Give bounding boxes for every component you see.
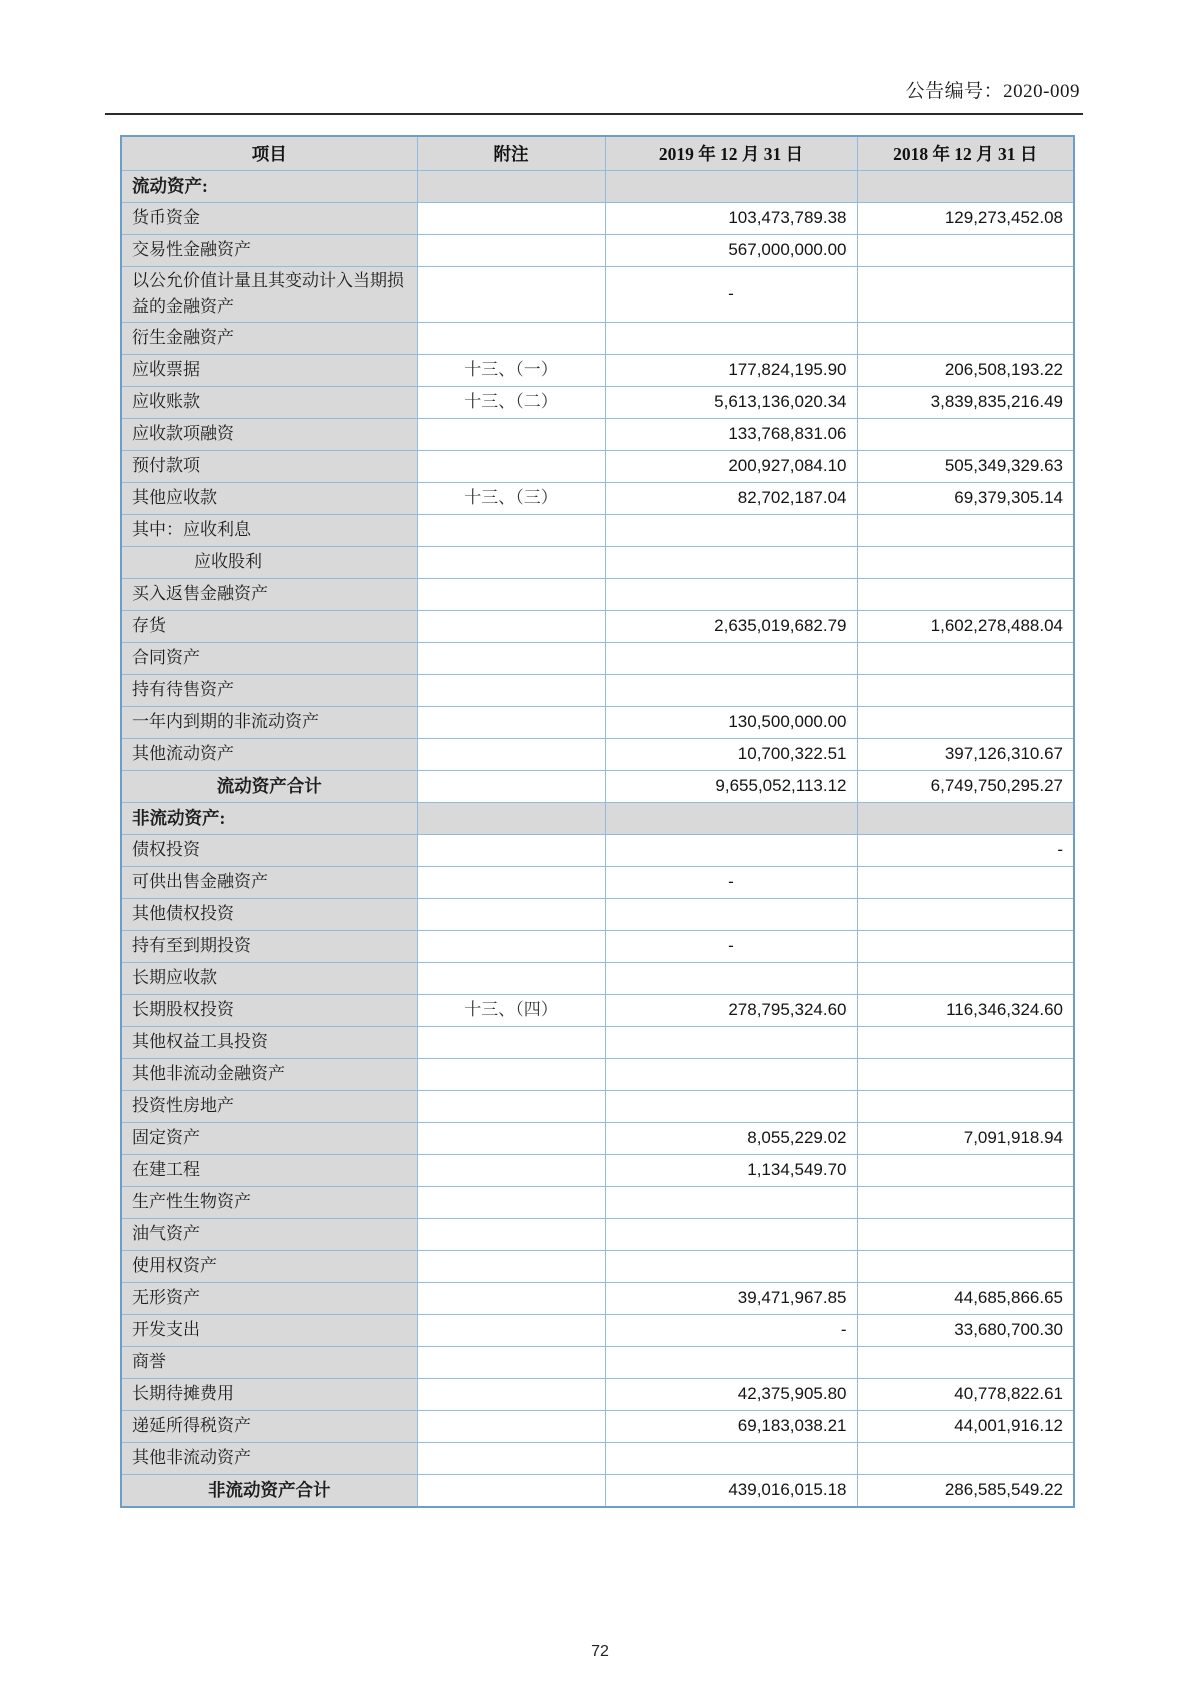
row-value-2019: 278,795,324.60	[605, 994, 857, 1026]
row-value-2018	[857, 1186, 1074, 1218]
row-note	[417, 322, 605, 354]
row-label: 非流动资产合计	[121, 1474, 417, 1507]
header-divider	[105, 113, 1083, 115]
table-row	[121, 171, 1074, 203]
row-value-2019: -	[605, 1314, 857, 1346]
announcement-number: 公告编号：2020-009	[905, 81, 1080, 102]
row-label: 流动资产合计	[121, 770, 417, 802]
row-note	[417, 802, 605, 834]
row-value-2019: 177,824,195.90	[605, 354, 857, 386]
table-row	[121, 514, 1074, 546]
row-label: 债权投资	[121, 834, 417, 866]
row-note: 十三、（三）	[417, 482, 605, 514]
row-value-2019	[605, 514, 857, 546]
row-value-2018	[857, 546, 1074, 578]
row-value-2019: -	[605, 930, 857, 962]
table-row	[121, 1346, 1074, 1378]
row-note	[417, 1026, 605, 1058]
row-label: 无形资产	[121, 1282, 417, 1314]
table-row	[121, 1154, 1074, 1186]
row-value-2018	[857, 1090, 1074, 1122]
row-label: 长期待摊费用	[121, 1378, 417, 1410]
table-row	[121, 1250, 1074, 1282]
row-value-2018	[857, 235, 1074, 267]
row-note	[417, 1250, 605, 1282]
row-value-2019	[605, 1250, 857, 1282]
row-value-2018	[857, 962, 1074, 994]
row-label: 合同资产	[121, 642, 417, 674]
row-label: 在建工程	[121, 1154, 417, 1186]
row-value-2018	[857, 514, 1074, 546]
row-value-2018	[857, 1218, 1074, 1250]
row-value-2018	[857, 802, 1074, 834]
row-value-2019: 439,016,015.18	[605, 1474, 857, 1507]
row-value-2018	[857, 674, 1074, 706]
row-note	[417, 738, 605, 770]
row-value-2019: 2,635,019,682.79	[605, 610, 857, 642]
row-label: 使用权资产	[121, 1250, 417, 1282]
row-value-2018	[857, 1442, 1074, 1474]
row-label: 其他非流动资产	[121, 1442, 417, 1474]
row-label: 一年内到期的非流动资产	[121, 706, 417, 738]
row-note	[417, 610, 605, 642]
row-value-2019: 69,183,038.21	[605, 1410, 857, 1442]
row-label: 长期应收款	[121, 962, 417, 994]
row-value-2019: 130,500,000.00	[605, 706, 857, 738]
table-header-row	[121, 136, 1074, 171]
table-row	[121, 203, 1074, 235]
table-row	[121, 1442, 1074, 1474]
row-label: 可供出售金融资产	[121, 866, 417, 898]
row-value-2018: 505,349,329.63	[857, 450, 1074, 482]
row-label: 长期股权投资	[121, 994, 417, 1026]
table-row	[121, 1186, 1074, 1218]
table-row	[121, 1474, 1074, 1507]
row-value-2019: 1,134,549.70	[605, 1154, 857, 1186]
row-value-2018: 286,585,549.22	[857, 1474, 1074, 1507]
row-value-2019	[605, 1026, 857, 1058]
row-label: 交易性金融资产	[121, 235, 417, 267]
row-label: 货币资金	[121, 203, 417, 235]
row-label: 流动资产:	[121, 171, 417, 203]
row-label: 投资性房地产	[121, 1090, 417, 1122]
table-row	[121, 1058, 1074, 1090]
row-value-2019	[605, 674, 857, 706]
row-label: 其他权益工具投资	[121, 1026, 417, 1058]
row-value-2019: 82,702,187.04	[605, 482, 857, 514]
table-row	[121, 354, 1074, 386]
row-note	[417, 1474, 605, 1507]
row-note	[417, 706, 605, 738]
row-value-2018: 44,001,916.12	[857, 1410, 1074, 1442]
row-value-2019	[605, 546, 857, 578]
row-label: 其他应收款	[121, 482, 417, 514]
table-row	[121, 802, 1074, 834]
row-note	[417, 962, 605, 994]
row-note: 十三、（四）	[417, 994, 605, 1026]
row-label: 应收票据	[121, 354, 417, 386]
row-note	[417, 674, 605, 706]
table-row	[121, 994, 1074, 1026]
row-value-2018	[857, 322, 1074, 354]
row-value-2019: 42,375,905.80	[605, 1378, 857, 1410]
row-label: 以公允价值计量且其变动计入当期损益的金融资产	[121, 267, 417, 323]
row-value-2018: 397,126,310.67	[857, 738, 1074, 770]
row-label: 其他流动资产	[121, 738, 417, 770]
table-row	[121, 898, 1074, 930]
table-row	[121, 642, 1074, 674]
table-body	[121, 171, 1074, 1507]
row-value-2019: 10,700,322.51	[605, 738, 857, 770]
row-value-2018: 3,839,835,216.49	[857, 386, 1074, 418]
row-label: 持有至到期投资	[121, 930, 417, 962]
row-value-2018: 6,749,750,295.27	[857, 770, 1074, 802]
row-note	[417, 1122, 605, 1154]
row-note	[417, 578, 605, 610]
row-value-2018	[857, 930, 1074, 962]
row-value-2019: -	[605, 267, 857, 323]
row-note	[417, 1090, 605, 1122]
row-label: 买入返售金融资产	[121, 578, 417, 610]
row-value-2018: 129,273,452.08	[857, 203, 1074, 235]
row-note	[417, 770, 605, 802]
row-label: 开发支出	[121, 1314, 417, 1346]
row-label: 应收股利	[121, 546, 417, 578]
row-value-2018	[857, 1346, 1074, 1378]
document-header	[0, 0, 1200, 115]
table-row	[121, 834, 1074, 866]
table-row	[121, 546, 1074, 578]
row-note	[417, 235, 605, 267]
table-row	[121, 1410, 1074, 1442]
table-row	[121, 1026, 1074, 1058]
row-note	[417, 898, 605, 930]
table-row	[121, 482, 1074, 514]
row-value-2018	[857, 1250, 1074, 1282]
row-value-2019: 133,768,831.06	[605, 418, 857, 450]
row-note	[417, 1186, 605, 1218]
row-note	[417, 267, 605, 323]
row-value-2018: 1,602,278,488.04	[857, 610, 1074, 642]
row-note: 十三、（一）	[417, 354, 605, 386]
table-row	[121, 930, 1074, 962]
row-note	[417, 1058, 605, 1090]
row-note	[417, 418, 605, 450]
table-row	[121, 962, 1074, 994]
row-value-2019: 39,471,967.85	[605, 1282, 857, 1314]
row-value-2019	[605, 578, 857, 610]
row-value-2018	[857, 418, 1074, 450]
row-note	[417, 546, 605, 578]
row-value-2019: 8,055,229.02	[605, 1122, 857, 1154]
row-value-2019	[605, 1346, 857, 1378]
row-value-2018	[857, 171, 1074, 203]
table-row	[121, 418, 1074, 450]
row-note	[417, 514, 605, 546]
row-label: 持有待售资产	[121, 674, 417, 706]
row-value-2019	[605, 1186, 857, 1218]
table-row	[121, 738, 1074, 770]
row-label: 商誉	[121, 1346, 417, 1378]
row-value-2018	[857, 706, 1074, 738]
row-value-2019	[605, 898, 857, 930]
table-row	[121, 1282, 1074, 1314]
row-value-2019: 200,927,084.10	[605, 450, 857, 482]
row-label: 非流动资产:	[121, 802, 417, 834]
row-note	[417, 1442, 605, 1474]
row-note	[417, 1410, 605, 1442]
row-value-2018: 44,685,866.65	[857, 1282, 1074, 1314]
column-header-note: 附注	[417, 136, 605, 171]
row-value-2019	[605, 642, 857, 674]
table-row	[121, 610, 1074, 642]
row-value-2018	[857, 578, 1074, 610]
row-label: 固定资产	[121, 1122, 417, 1154]
column-header-2019: 2019 年 12 月 31 日	[605, 136, 857, 171]
table-row	[121, 674, 1074, 706]
table-row	[121, 235, 1074, 267]
row-note	[417, 450, 605, 482]
row-note	[417, 866, 605, 898]
row-label: 递延所得税资产	[121, 1410, 417, 1442]
row-label: 应收款项融资	[121, 418, 417, 450]
table-row	[121, 706, 1074, 738]
row-note	[417, 834, 605, 866]
row-note	[417, 1378, 605, 1410]
row-value-2018: 69,379,305.14	[857, 482, 1074, 514]
row-note	[417, 642, 605, 674]
row-value-2018: 33,680,700.30	[857, 1314, 1074, 1346]
row-value-2018: -	[857, 834, 1074, 866]
row-note	[417, 203, 605, 235]
row-label: 预付款项	[121, 450, 417, 482]
row-value-2018: 40,778,822.61	[857, 1378, 1074, 1410]
table-row	[121, 1090, 1074, 1122]
row-note	[417, 1314, 605, 1346]
row-value-2019	[605, 1090, 857, 1122]
row-value-2018: 206,508,193.22	[857, 354, 1074, 386]
row-value-2019: 567,000,000.00	[605, 235, 857, 267]
row-value-2018	[857, 1058, 1074, 1090]
row-value-2018	[857, 642, 1074, 674]
row-label: 其中：应收利息	[121, 514, 417, 546]
row-value-2019	[605, 1442, 857, 1474]
table-row	[121, 267, 1074, 323]
row-value-2019: 103,473,789.38	[605, 203, 857, 235]
table-row	[121, 1314, 1074, 1346]
row-value-2019	[605, 962, 857, 994]
table-row	[121, 322, 1074, 354]
row-label: 生产性生物资产	[121, 1186, 417, 1218]
row-value-2019	[605, 322, 857, 354]
row-value-2018	[857, 1154, 1074, 1186]
row-value-2019: -	[605, 866, 857, 898]
table-row	[121, 1378, 1074, 1410]
row-value-2018: 7,091,918.94	[857, 1122, 1074, 1154]
row-label: 其他非流动金融资产	[121, 1058, 417, 1090]
row-value-2018	[857, 267, 1074, 323]
row-value-2019	[605, 802, 857, 834]
column-header-item: 项目	[121, 136, 417, 171]
row-value-2018	[857, 1026, 1074, 1058]
row-value-2018	[857, 898, 1074, 930]
row-value-2019: 9,655,052,113.12	[605, 770, 857, 802]
row-note	[417, 1282, 605, 1314]
table-row	[121, 770, 1074, 802]
table-row	[121, 578, 1074, 610]
row-value-2019	[605, 834, 857, 866]
row-value-2019	[605, 1058, 857, 1090]
row-note	[417, 1154, 605, 1186]
row-value-2019: 5,613,136,020.34	[605, 386, 857, 418]
row-note	[417, 930, 605, 962]
row-note: 十三、（二）	[417, 386, 605, 418]
row-label: 存货	[121, 610, 417, 642]
row-label: 应收账款	[121, 386, 417, 418]
row-label: 衍生金融资产	[121, 322, 417, 354]
row-label: 油气资产	[121, 1218, 417, 1250]
column-header-2018: 2018 年 12 月 31 日	[857, 136, 1074, 171]
row-label: 其他债权投资	[121, 898, 417, 930]
row-value-2018	[857, 866, 1074, 898]
row-value-2019	[605, 171, 857, 203]
balance-sheet-table	[120, 135, 1075, 1508]
page-number: 72	[591, 1642, 609, 1660]
row-note	[417, 1346, 605, 1378]
row-note	[417, 171, 605, 203]
row-value-2018: 116,346,324.60	[857, 994, 1074, 1026]
table-row	[121, 1218, 1074, 1250]
row-value-2019	[605, 1218, 857, 1250]
table-row	[121, 1122, 1074, 1154]
row-note	[417, 1218, 605, 1250]
table-row	[121, 450, 1074, 482]
table-row	[121, 866, 1074, 898]
table-row	[121, 386, 1074, 418]
